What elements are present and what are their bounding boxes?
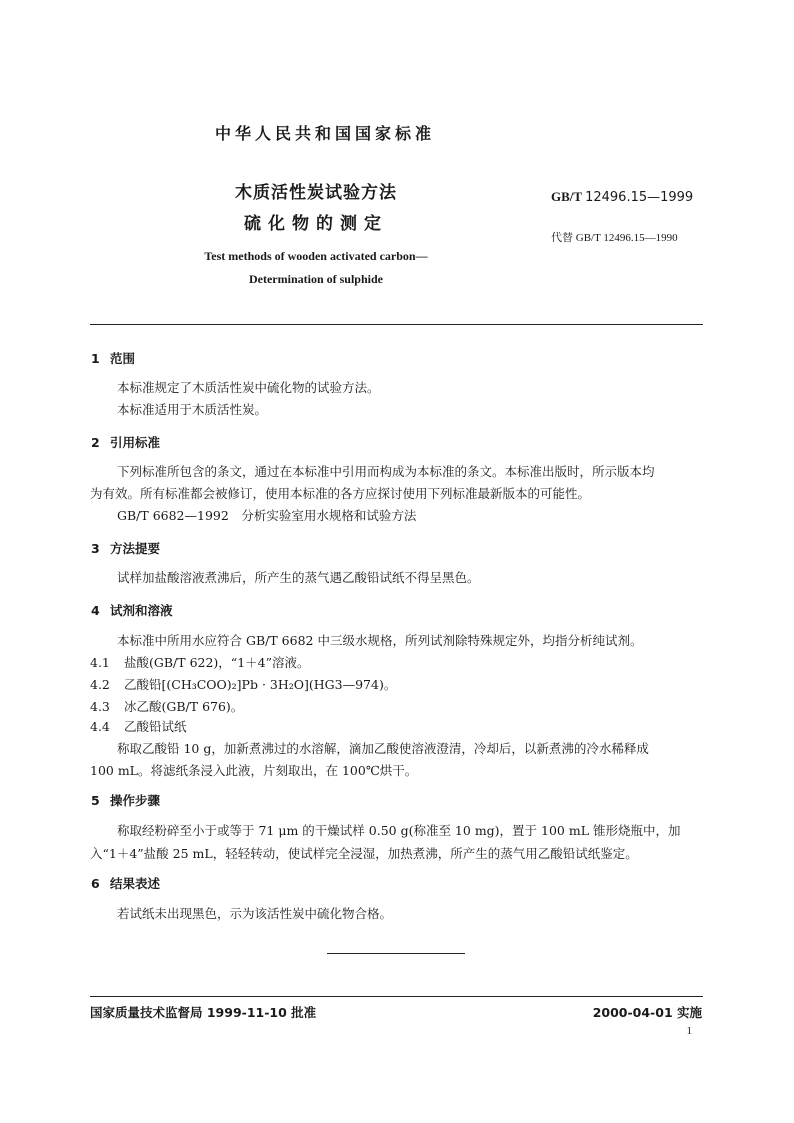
section-title: 方法提要 [110, 541, 161, 556]
standard-number: 12496.15—1999 [585, 190, 694, 205]
section-2-heading [91, 433, 160, 451]
standard-code [551, 189, 693, 205]
section-title: 试剂和溶液 [110, 603, 173, 618]
end-of-text-rule [327, 953, 465, 954]
clause-number: 4.3 [90, 699, 110, 714]
clause-text: 乙酸铅试纸 [124, 719, 187, 734]
clause-4-3 [90, 697, 243, 715]
section-4-paragraph-2-line1: 称取乙酸铅 10 g，加新煮沸过的水溶解，滴加乙酸使溶液澄清，冷却后，以新煮沸的冷水稀释成 [117, 741, 649, 756]
title-english-line1: Test methods of wooden activated carbon— [204, 249, 428, 263]
clause-text: 乙酸铅[(CH₃COO)₂]Pb · 3H₂O](HG3—974)。 [124, 677, 397, 692]
title-chinese-line2: 硫化物的测定 [244, 214, 388, 234]
section-title: 范围 [110, 351, 136, 366]
section-1-paragraph-1: 本标准规定了木质活性炭中硫化物的试验方法。 [117, 380, 380, 395]
section-2-paragraph-line1: 下列标准所包含的条文，通过在本标准中引用而构成为本标准的条文。本标准出版时，所示版本均 [117, 464, 655, 479]
section-number: 1 [91, 351, 100, 366]
section-5-heading [91, 791, 160, 809]
section-3-heading [91, 539, 160, 557]
section-number: 4 [91, 603, 100, 618]
section-title: 结果表述 [110, 876, 161, 891]
section-2-reference: GB/T 6682—1992 分析实验室用水规格和试验方法 [117, 508, 417, 523]
approval-info: 国家质量技术监督局 1999-11-10 批准 [90, 1005, 317, 1020]
section-number: 5 [91, 793, 100, 808]
clause-4-2 [90, 675, 396, 693]
footer-divider [90, 996, 703, 997]
clause-text: 盐酸(GB/T 622)，“1＋4”溶液。 [124, 655, 310, 670]
clause-text: 冰乙酸(GB/T 676)。 [124, 699, 244, 714]
section-number: 2 [91, 435, 100, 450]
title-english-line2: Determination of sulphide [248, 272, 383, 286]
section-title: 引用标准 [110, 435, 161, 450]
section-1-heading [91, 349, 135, 367]
section-number: 3 [91, 541, 100, 556]
section-5-paragraph-line1: 称取经粉碎至小于或等于 71 μm 的干燥试样 0.50 g(称准至 10 mg)，置于 100 mL 锥形烧瓶中，加 [117, 823, 681, 838]
section-number: 6 [91, 876, 100, 891]
clause-number: 4.4 [90, 719, 110, 734]
page-number: 1 [686, 1025, 692, 1037]
section-3-paragraph: 试样加盐酸溶液煮沸后，所产生的蒸气遇乙酸铅试纸不得呈黑色。 [117, 570, 480, 585]
clause-4-4 [90, 717, 187, 735]
header-divider [90, 324, 703, 325]
section-4-heading [91, 601, 173, 619]
title-chinese-line1: 木质活性炭试验方法 [235, 183, 397, 203]
standard-prefix: GB/T [551, 189, 582, 204]
section-6-heading [91, 874, 160, 892]
replaces-standard: 代替 GB/T 12496.15—1990 [551, 232, 678, 244]
section-5-paragraph-line2: 入“1＋4”盐酸 25 mL，轻轻转动，使试样完全浸湿，加热煮沸，所产生的蒸气用乙酸铅试纸鉴定。 [90, 846, 638, 861]
section-4-paragraph-1: 本标准中所用水应符合 GB/T 6682 中三级水规格，所列试剂除特殊规定外，均指分析纯试剂。 [117, 633, 643, 648]
implementation-date: 2000-04-01 实施 [592, 1005, 702, 1020]
section-4-paragraph-2-line2: 100 mL。将滤纸条浸入此液，片刻取出，在 100℃烘干。 [90, 763, 418, 778]
section-2-paragraph-line2: 为有效。所有标准都会被修订，使用本标准的各方应探讨使用下列标准最新版本的可能性。 [90, 486, 591, 501]
clause-number: 4.1 [90, 655, 110, 670]
section-title: 操作步骤 [110, 793, 161, 808]
clause-number: 4.2 [90, 677, 110, 692]
national-standard-heading: 中华人民共和国国家标准 [214, 124, 435, 143]
clause-4-1 [90, 653, 310, 671]
section-6-paragraph: 若试纸未出现黑色，示为该活性炭中硫化物合格。 [117, 906, 393, 921]
section-1-paragraph-2: 本标准适用于木质活性炭。 [117, 402, 268, 417]
